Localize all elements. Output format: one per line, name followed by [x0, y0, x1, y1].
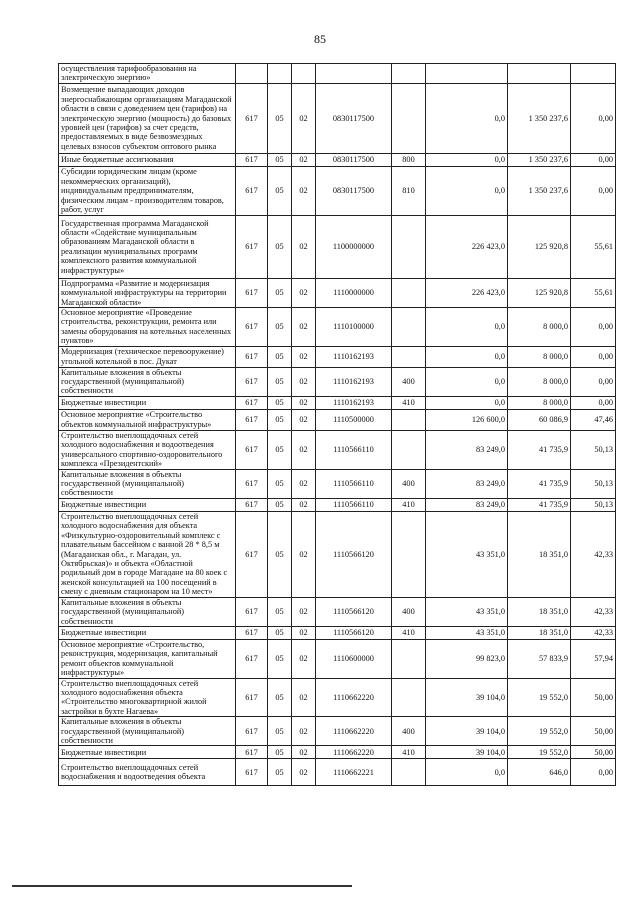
cell-percent: 50,00 — [571, 717, 616, 746]
cell-target: 1110566110 — [316, 469, 392, 498]
cell-name: Бюджетные инвестиции — [59, 626, 236, 639]
cell-section: 05 — [268, 469, 292, 498]
cell-expense: 400 — [392, 717, 426, 746]
cell-expense — [392, 678, 426, 717]
cell-plan: 0,0 — [426, 346, 508, 367]
cell-fact: 19 552,0 — [508, 717, 571, 746]
cell-plan: 43 351,0 — [426, 626, 508, 639]
cell-fact: 41 735,9 — [508, 498, 571, 511]
cell-percent: 0,00 — [571, 166, 616, 215]
cell-name: Бюджетные инвестиции — [59, 746, 236, 759]
cell-target: 1110566120 — [316, 626, 392, 639]
cell-ministry: 617 — [236, 278, 268, 307]
cell-ministry: 617 — [236, 511, 268, 597]
cell-percent: 50,13 — [571, 469, 616, 498]
cell-fact: 18 351,0 — [508, 511, 571, 597]
cell-expense — [392, 639, 426, 678]
cell-subsection: 02 — [292, 215, 316, 278]
cell-plan: 0,0 — [426, 153, 508, 166]
cell-fact: 60 086,9 — [508, 409, 571, 430]
cell-ministry: 617 — [236, 597, 268, 626]
cell-fact: 8 000,0 — [508, 308, 571, 347]
cell-plan: 0,0 — [426, 759, 508, 786]
cell-plan: 39 104,0 — [426, 678, 508, 717]
cell-percent: 0,00 — [571, 83, 616, 153]
cell-expense — [392, 346, 426, 367]
cell-target — [316, 64, 392, 84]
cell-expense — [392, 759, 426, 786]
cell-target: 1110566110 — [316, 430, 392, 469]
cell-target: 1110566120 — [316, 511, 392, 597]
cell-plan: 0,0 — [426, 83, 508, 153]
cell-ministry: 617 — [236, 83, 268, 153]
cell-name: Строительство внеплощадочных сетей водоснабжения и водоотведения объекта — [59, 759, 236, 786]
cell-target: 1110662221 — [316, 759, 392, 786]
cell-subsection: 02 — [292, 396, 316, 409]
cell-expense: 400 — [392, 597, 426, 626]
cell-plan: 0,0 — [426, 166, 508, 215]
cell-expense: 410 — [392, 626, 426, 639]
cell-name: Основное мероприятие «Строительство объектов коммунальной инфраструктуры» — [59, 409, 236, 430]
cell-ministry: 617 — [236, 746, 268, 759]
cell-percent: 0,00 — [571, 367, 616, 396]
cell-name: Основное мероприятие «Проведение строительства, реконструкции, ремонта или замены оборудования на котельных населенных пунктов» — [59, 308, 236, 347]
table-row — [59, 409, 616, 430]
cell-name: осуществления тарифообразования на электрическую энергию» — [59, 64, 236, 84]
cell-plan: 126 600,0 — [426, 409, 508, 430]
cell-ministry: 617 — [236, 215, 268, 278]
cell-plan: 83 249,0 — [426, 430, 508, 469]
cell-percent: 50,00 — [571, 678, 616, 717]
cell-fact: 41 735,9 — [508, 469, 571, 498]
page-number: 85 — [314, 32, 326, 46]
cell-expense — [392, 64, 426, 84]
cell-expense — [392, 215, 426, 278]
cell-section: 05 — [268, 367, 292, 396]
cell-fact: 19 552,0 — [508, 746, 571, 759]
cell-fact: 18 351,0 — [508, 597, 571, 626]
cell-section — [268, 64, 292, 84]
cell-fact: 19 552,0 — [508, 678, 571, 717]
table-row — [59, 746, 616, 759]
cell-ministry: 617 — [236, 498, 268, 511]
cell-section: 05 — [268, 430, 292, 469]
table-row — [59, 626, 616, 639]
cell-target: 1110662220 — [316, 678, 392, 717]
cell-percent: 50,13 — [571, 498, 616, 511]
cell-section: 05 — [268, 511, 292, 597]
cell-expense — [392, 278, 426, 307]
cell-percent: 42,33 — [571, 597, 616, 626]
cell-section: 05 — [268, 678, 292, 717]
cell-subsection: 02 — [292, 83, 316, 153]
cell-target: 1110162193 — [316, 367, 392, 396]
cell-plan: 43 351,0 — [426, 597, 508, 626]
cell-section: 05 — [268, 717, 292, 746]
table-row — [59, 153, 616, 166]
cell-expense — [392, 83, 426, 153]
cell-fact: 1 350 237,6 — [508, 83, 571, 153]
cell-fact: 125 920,8 — [508, 278, 571, 307]
cell-subsection — [292, 64, 316, 84]
table-row — [59, 278, 616, 307]
cell-plan: 226 423,0 — [426, 215, 508, 278]
cell-subsection: 02 — [292, 308, 316, 347]
cell-name: Строительство внеплощадочных сетей холодного водоснабжения и водоотведения универсального спортивно-оздоровительного комплекса «Президентский» — [59, 430, 236, 469]
cell-section: 05 — [268, 166, 292, 215]
cell-subsection: 02 — [292, 469, 316, 498]
cell-fact: 8 000,0 — [508, 346, 571, 367]
cell-plan: 39 104,0 — [426, 717, 508, 746]
cell-subsection: 02 — [292, 278, 316, 307]
cell-section: 05 — [268, 215, 292, 278]
table-row — [59, 396, 616, 409]
cell-name: Модернизация (техническое перевооружение) угольной котельной в пос. Дукат — [59, 346, 236, 367]
cell-fact: 57 833,9 — [508, 639, 571, 678]
cell-subsection: 02 — [292, 511, 316, 597]
table-row — [59, 83, 616, 153]
cell-section: 05 — [268, 409, 292, 430]
cell-ministry: 617 — [236, 396, 268, 409]
cell-percent: 55,61 — [571, 278, 616, 307]
cell-name: Субсидии юридическим лицам (кроме некоммерческих организаций), индивидуальным предпринимателям, физическим лицам - производителям товаров, работ, услуг — [59, 166, 236, 215]
cell-percent: 42,33 — [571, 626, 616, 639]
table-row — [59, 511, 616, 597]
cell-section: 05 — [268, 626, 292, 639]
cell-name: Иные бюджетные ассигнования — [59, 153, 236, 166]
cell-target: 0830117500 — [316, 153, 392, 166]
cell-percent: 50,13 — [571, 430, 616, 469]
cell-plan — [426, 64, 508, 84]
cell-name: Капитальные вложения в объекты государственной (муниципальной) собственности — [59, 717, 236, 746]
cell-name: Бюджетные инвестиции — [59, 498, 236, 511]
table-row — [59, 597, 616, 626]
cell-percent: 0,00 — [571, 308, 616, 347]
cell-target: 1110500000 — [316, 409, 392, 430]
cell-ministry: 617 — [236, 469, 268, 498]
cell-subsection: 02 — [292, 717, 316, 746]
cell-percent: 55,61 — [571, 215, 616, 278]
cell-plan: 43 351,0 — [426, 511, 508, 597]
cell-expense — [392, 409, 426, 430]
cell-target: 1110566120 — [316, 597, 392, 626]
cell-expense: 400 — [392, 367, 426, 396]
cell-plan: 0,0 — [426, 308, 508, 347]
cell-fact — [508, 64, 571, 84]
cell-name: Капитальные вложения в объекты государственной (муниципальной) собственности — [59, 597, 236, 626]
cell-section: 05 — [268, 597, 292, 626]
cell-fact: 125 920,8 — [508, 215, 571, 278]
cell-expense: 410 — [392, 498, 426, 511]
table-row — [59, 678, 616, 717]
cell-subsection: 02 — [292, 759, 316, 786]
cell-ministry: 617 — [236, 430, 268, 469]
cell-expense: 410 — [392, 396, 426, 409]
cell-subsection: 02 — [292, 678, 316, 717]
cell-subsection: 02 — [292, 746, 316, 759]
cell-subsection: 02 — [292, 639, 316, 678]
table-row — [59, 717, 616, 746]
cell-name: Строительство внеплощадочных сетей холодного водоснабжения для объекта «Физкультурно-оздоровительный комплекс с плавательным бассейном с ванной 28 * 8,5 м (Магаданская обл., г. Магадан, ул. Октябрьская)» и объекта «Областной родильный дом в городе Магадане на 80 коек с женской консультацией на 100 посещений в смену с дневным стационаром на 10 мест» — [59, 511, 236, 597]
cell-ministry: 617 — [236, 367, 268, 396]
cell-plan: 0,0 — [426, 396, 508, 409]
cell-percent: 47,46 — [571, 409, 616, 430]
cell-plan: 0,0 — [426, 367, 508, 396]
cell-ministry: 617 — [236, 759, 268, 786]
cell-section: 05 — [268, 759, 292, 786]
cell-ministry: 617 — [236, 678, 268, 717]
cell-fact: 646,0 — [508, 759, 571, 786]
table-row — [59, 430, 616, 469]
cell-target: 0830117500 — [316, 166, 392, 215]
cell-target: 0830117500 — [316, 83, 392, 153]
cell-subsection: 02 — [292, 597, 316, 626]
cell-subsection: 02 — [292, 409, 316, 430]
cell-fact: 8 000,0 — [508, 396, 571, 409]
cell-ministry — [236, 64, 268, 84]
cell-fact: 41 735,9 — [508, 430, 571, 469]
cell-ministry: 617 — [236, 409, 268, 430]
cell-target: 1110162193 — [316, 396, 392, 409]
cell-subsection: 02 — [292, 166, 316, 215]
cell-target: 1110662220 — [316, 746, 392, 759]
table-row — [59, 64, 616, 84]
cell-ministry: 617 — [236, 717, 268, 746]
cell-ministry: 617 — [236, 626, 268, 639]
cell-expense: 400 — [392, 469, 426, 498]
cell-target: 1110100000 — [316, 308, 392, 347]
cell-section: 05 — [268, 746, 292, 759]
cell-subsection: 02 — [292, 626, 316, 639]
cell-plan: 99 823,0 — [426, 639, 508, 678]
cell-plan: 226 423,0 — [426, 278, 508, 307]
cell-section: 05 — [268, 278, 292, 307]
table-row — [59, 308, 616, 347]
cell-subsection: 02 — [292, 498, 316, 511]
cell-percent: 0,00 — [571, 396, 616, 409]
footer-rule — [12, 885, 352, 887]
cell-name: Капитальные вложения в объекты государственной (муниципальной) собственности — [59, 469, 236, 498]
table-row — [59, 346, 616, 367]
cell-expense — [392, 430, 426, 469]
cell-name: Бюджетные инвестиции — [59, 396, 236, 409]
cell-section: 05 — [268, 346, 292, 367]
cell-section: 05 — [268, 83, 292, 153]
cell-expense: 410 — [392, 746, 426, 759]
cell-section: 05 — [268, 308, 292, 347]
cell-fact: 1 350 237,6 — [508, 153, 571, 166]
table-row — [59, 469, 616, 498]
cell-name: Возмещение выпадающих доходов энергоснабжающим организациям Магаданской области в связи с доведением цен (тарифов) на электрическую энергию (мощность) до базовых уровней цен (тарифов) за счет средств, предоставляемых в виде безвозмездных целевых взносов субъектом оптового рынка — [59, 83, 236, 153]
cell-target: 1110600000 — [316, 639, 392, 678]
cell-subsection: 02 — [292, 367, 316, 396]
cell-target: 1110162193 — [316, 346, 392, 367]
cell-name: Строительство внеплощадочных сетей холодного водоснабжения объекта «Строительство многоквартирной жилой застройки в бухте Нагаева» — [59, 678, 236, 717]
cell-target: 1110000000 — [316, 278, 392, 307]
cell-target: 1110662220 — [316, 717, 392, 746]
cell-plan: 83 249,0 — [426, 498, 508, 511]
table-row — [59, 166, 616, 215]
cell-expense: 800 — [392, 153, 426, 166]
cell-expense: 810 — [392, 166, 426, 215]
cell-name: Основное мероприятие «Строительство, реконструкция, модернизация, капитальный ремонт объектов коммунальной инфраструктуры» — [59, 639, 236, 678]
cell-expense — [392, 511, 426, 597]
cell-name: Подпрограмма «Развитие и модернизация коммунальной инфраструктуры на территории Магаданской области» — [59, 278, 236, 307]
cell-ministry: 617 — [236, 153, 268, 166]
cell-percent — [571, 64, 616, 84]
cell-percent: 0,00 — [571, 153, 616, 166]
cell-name: Капитальные вложения в объекты государственной (муниципальной) собственности — [59, 367, 236, 396]
cell-section: 05 — [268, 396, 292, 409]
cell-percent: 50,00 — [571, 746, 616, 759]
cell-expense — [392, 308, 426, 347]
cell-target: 1110566110 — [316, 498, 392, 511]
cell-subsection: 02 — [292, 430, 316, 469]
cell-fact: 8 000,0 — [508, 367, 571, 396]
cell-plan: 39 104,0 — [426, 746, 508, 759]
table-row — [59, 639, 616, 678]
cell-ministry: 617 — [236, 308, 268, 347]
cell-ministry: 617 — [236, 166, 268, 215]
cell-target: 1100000000 — [316, 215, 392, 278]
cell-ministry: 617 — [236, 639, 268, 678]
cell-fact: 18 351,0 — [508, 626, 571, 639]
cell-section: 05 — [268, 639, 292, 678]
cell-fact: 1 350 237,6 — [508, 166, 571, 215]
cell-subsection: 02 — [292, 346, 316, 367]
table-row — [59, 215, 616, 278]
cell-percent: 0,00 — [571, 759, 616, 786]
cell-subsection: 02 — [292, 153, 316, 166]
table-row — [59, 759, 616, 786]
cell-section: 05 — [268, 498, 292, 511]
table-row — [59, 367, 616, 396]
cell-plan: 83 249,0 — [426, 469, 508, 498]
table-row — [59, 498, 616, 511]
cell-section: 05 — [268, 153, 292, 166]
cell-percent: 57,94 — [571, 639, 616, 678]
cell-ministry: 617 — [236, 346, 268, 367]
cell-percent: 42,33 — [571, 511, 616, 597]
budget-table — [58, 63, 616, 786]
cell-name: Государственная программа Магаданской области «Содействие муниципальным образованиям Магаданской области в реализации муниципальных программ комплексного развития коммунальной инфраструктуры» — [59, 215, 236, 278]
cell-percent: 0,00 — [571, 346, 616, 367]
